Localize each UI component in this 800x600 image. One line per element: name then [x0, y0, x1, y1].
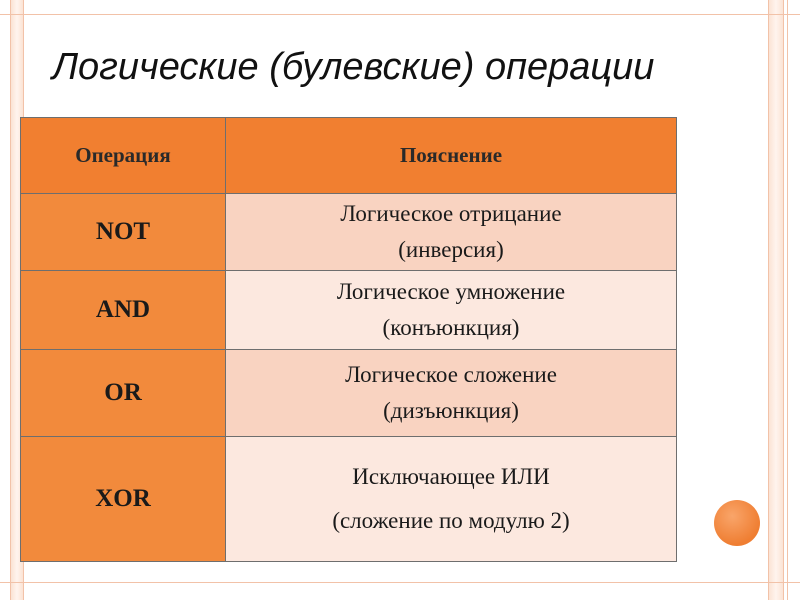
- explanation-line: Логическое сложение: [345, 362, 557, 387]
- operation-cell: AND: [21, 271, 226, 350]
- page-title: Логические (булевские) операции: [52, 46, 655, 88]
- operations-table: [20, 117, 677, 562]
- operation-cell: OR: [21, 350, 226, 437]
- explanation-cell: [226, 437, 677, 562]
- table-row: [21, 437, 677, 562]
- decorative-circle-icon: [714, 500, 760, 546]
- header-operation: Операция: [21, 118, 226, 194]
- frame-right-line: [787, 0, 788, 600]
- explanation-line: (сложение по модулю 2): [332, 508, 570, 533]
- frame-right-border: [768, 0, 784, 600]
- frame-bottom-line: [0, 582, 800, 583]
- explanation-line: Логическое отрицание: [340, 201, 562, 226]
- explanation-line: (дизъюнкция): [383, 398, 519, 423]
- operation-cell: NOT: [21, 194, 226, 271]
- header-explanation: Пояснение: [226, 118, 677, 194]
- table-row: [21, 194, 677, 271]
- explanation-line: (инверсия): [398, 237, 504, 262]
- operation-cell: XOR: [21, 437, 226, 562]
- explanation-line: (конъюнкция): [382, 315, 520, 340]
- table-row: [21, 271, 677, 350]
- table-header-row: [21, 118, 677, 194]
- explanation-line: Логическое умножение: [336, 279, 566, 304]
- explanation-cell: [226, 271, 677, 350]
- frame-top-line: [0, 14, 800, 15]
- table-row: [21, 350, 677, 437]
- explanation-line: Исключающее ИЛИ: [352, 464, 550, 489]
- explanation-cell: [226, 350, 677, 437]
- explanation-cell: [226, 194, 677, 271]
